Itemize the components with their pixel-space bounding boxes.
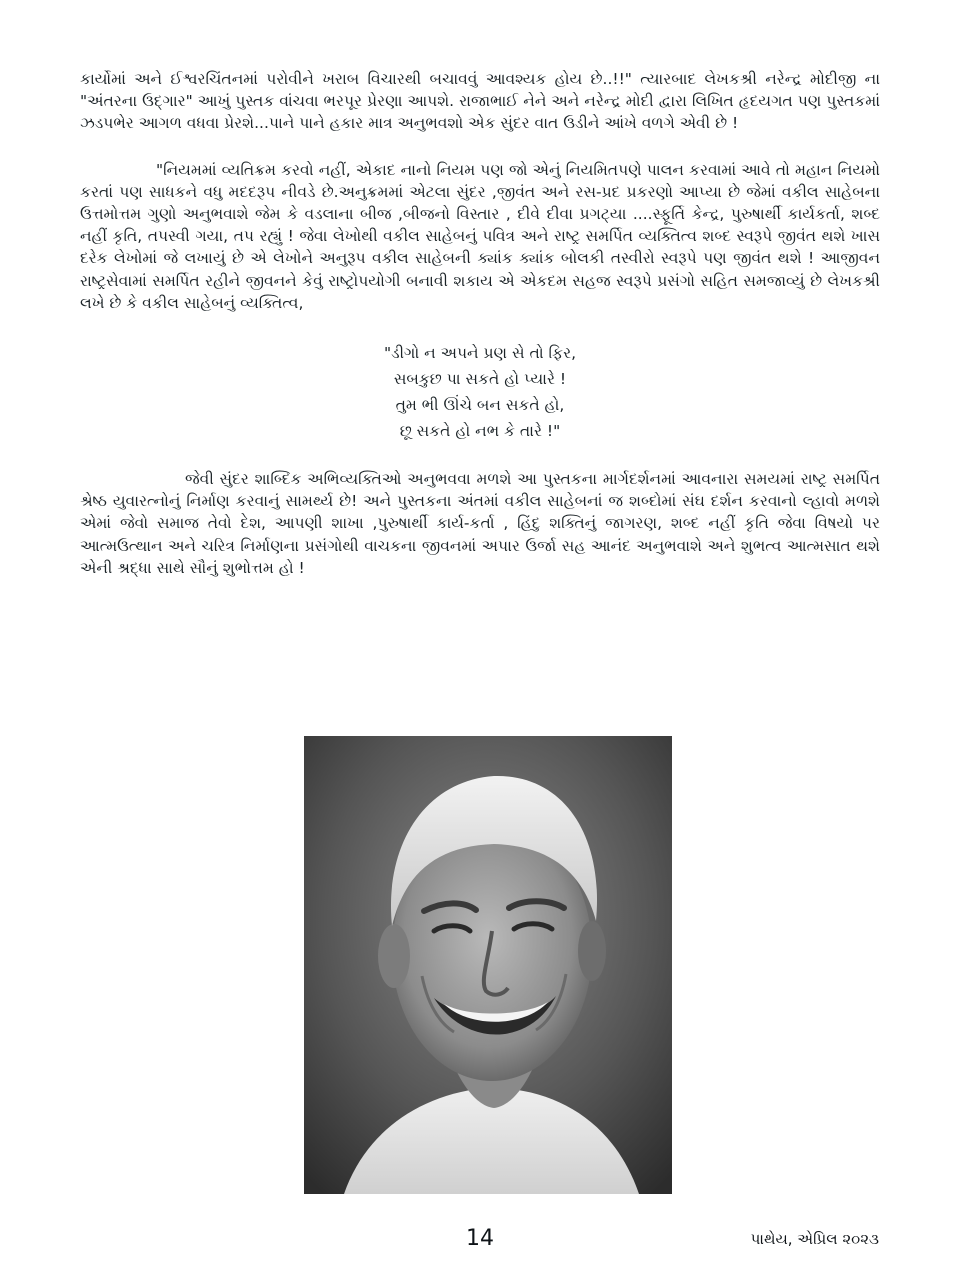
poem-line: છૂ સકતે હો નભ કે તારે !" [399, 422, 561, 441]
poem-line: સબકુછ પા સકતે હો પ્યારે ! [393, 370, 567, 389]
portrait-photo [304, 736, 672, 1194]
paragraph-quote-text: "નિયમમાં વ્યતિક્રમ કરવો નહીં, એકાદ નાનો નિયમ પણ જો એનું નિયમિતપણે પાલન કરવામાં આવે તો મહાન નિયમો કરતાં પણ સાધકને વધુ મદદરૂપ નીવડે છે.અનુક્રમમાં એટલા સુંદર ,જીવંત અને રસ-પ્રદ પ્રકરણો આપ્યા છે જેમાં વકીલ સાહેબના ઉત્તમોત્તમ ગુણો અનુભવાશે જેમ કે વડલાના બીજ ,બીજનો વિસ્તાર , દીવે દીવા પ્રગટ્યા ....સ્ફૂર્તિ કેન્દ્ર, પુરુષાર્થી કાર્યકર્તા, શબ્દ નહીં કૃતિ, તપસ્વી ગયા, તપ રહ્યું ! જેવા લેખોથી વકીલ સાહેબનું પવિત્ર અને રાષ્ટ્ર સમર્પિત વ્યક્તિત્વ શબ્દ સ્વરૂપે જીવંત થશે ખાસ દરેક લેખોમાં જે લખાયું છે એ લેખોને અનુરૂપ વકીલ સાહેબની ક્યાંક ક્યાંક બોલકી તસ્વીરો સ્વરૂપે પણ જીવંત થશે ! આજીવન રાષ્ટ્રસેવામાં સમર્પિત રહીને જીવનને કેવું રાષ્ટ્રોપયોગી બનાવી શકાય એ એકદમ સહજ સ્વરૂપે પ્રસંગો સહિત સમજાવ્યું છે લેખકશ્રી લખે છે કે વકીલ સાહેબનું વ્યક્તિત્વ, [80, 160, 880, 312]
portrait-illustration [304, 736, 672, 1194]
publication-footer: પાથેય, એપ્રિલ ૨૦૨૩ [750, 1230, 879, 1248]
paragraph-conclusion-text: જેવી સુંદર શાબ્દિક અભિવ્યક્તિઓ અનુભવવા મળશે આ પુસ્તકના માર્ગદર્શનમાં આવનારા સમયમાં રાષ્ટ્ર સમર્પિત શ્રેષ્ઠ યુવારત્નોનું નિર્માણ કરવાનું સામર્થ્ય છે! અને પુસ્તકના અંતમાં વકીલ સાહેબનાં જ શબ્દોમાં સંઘ દર્શન કરવાનો લ્હાવો મળશે એમાં જેવો સમાજ તેવો દેશ, આપણી શાખા ,પુરુષાર્થી કાર્ય-કર્તા , હિંદુ શક્તિનું જાગરણ, શબ્દ નહીં કૃતિ જેવા વિષયો પર આત્મઉત્થાન અને ચરિત્ર નિર્માણના પ્રસંગોથી વાચકના જીવનમાં અપાર ઉર્જા સહ આનંદ અનુભવાશે અને શુભત્વ આત્મસાત થશે એની શ્રદ્ધા સાથે સૌનું શુભોત્તમ હો ! [80, 470, 880, 577]
paragraph-conclusion-section [80, 468, 880, 579]
article-body [80, 68, 880, 579]
poem-block [80, 340, 880, 444]
paragraph-intro: કાર્યોમાં અને ઈશ્વરચિંતનમાં પરોવીને ખરાબ વિચારથી બચાવવું આવશ્યક હોય છે..!!" ત્યારબાદ લેખકશ્રી નરેન્દ્ર મોદીજી ના "અંતરના ઉદ્ગાર" આખું પુસ્તક વાંચવા ભરપૂર પ્રેરણા આપશે. રાજાભાઈ નેને અને નરેન્દ્ર મોદી દ્વારા લિખિત હૃદયગત પણ પુસ્તકમાં ઝડપભેર આગળ વધવા પ્રેરશે...પાને પાને હકાર માત્ર અનુભવશો એક સુંદર વાત ઉડીને આંખે વળગે એવી છે ! [80, 70, 880, 133]
poem-line: તુમ ભી ઊંચે બન સકતે હો, [395, 396, 565, 415]
page-number: 14 [466, 1226, 494, 1251]
paragraph-quote-section [80, 159, 880, 314]
poem-line: "ડીગો ન અપને પ્રણ સે તો ફિર, [383, 344, 577, 363]
